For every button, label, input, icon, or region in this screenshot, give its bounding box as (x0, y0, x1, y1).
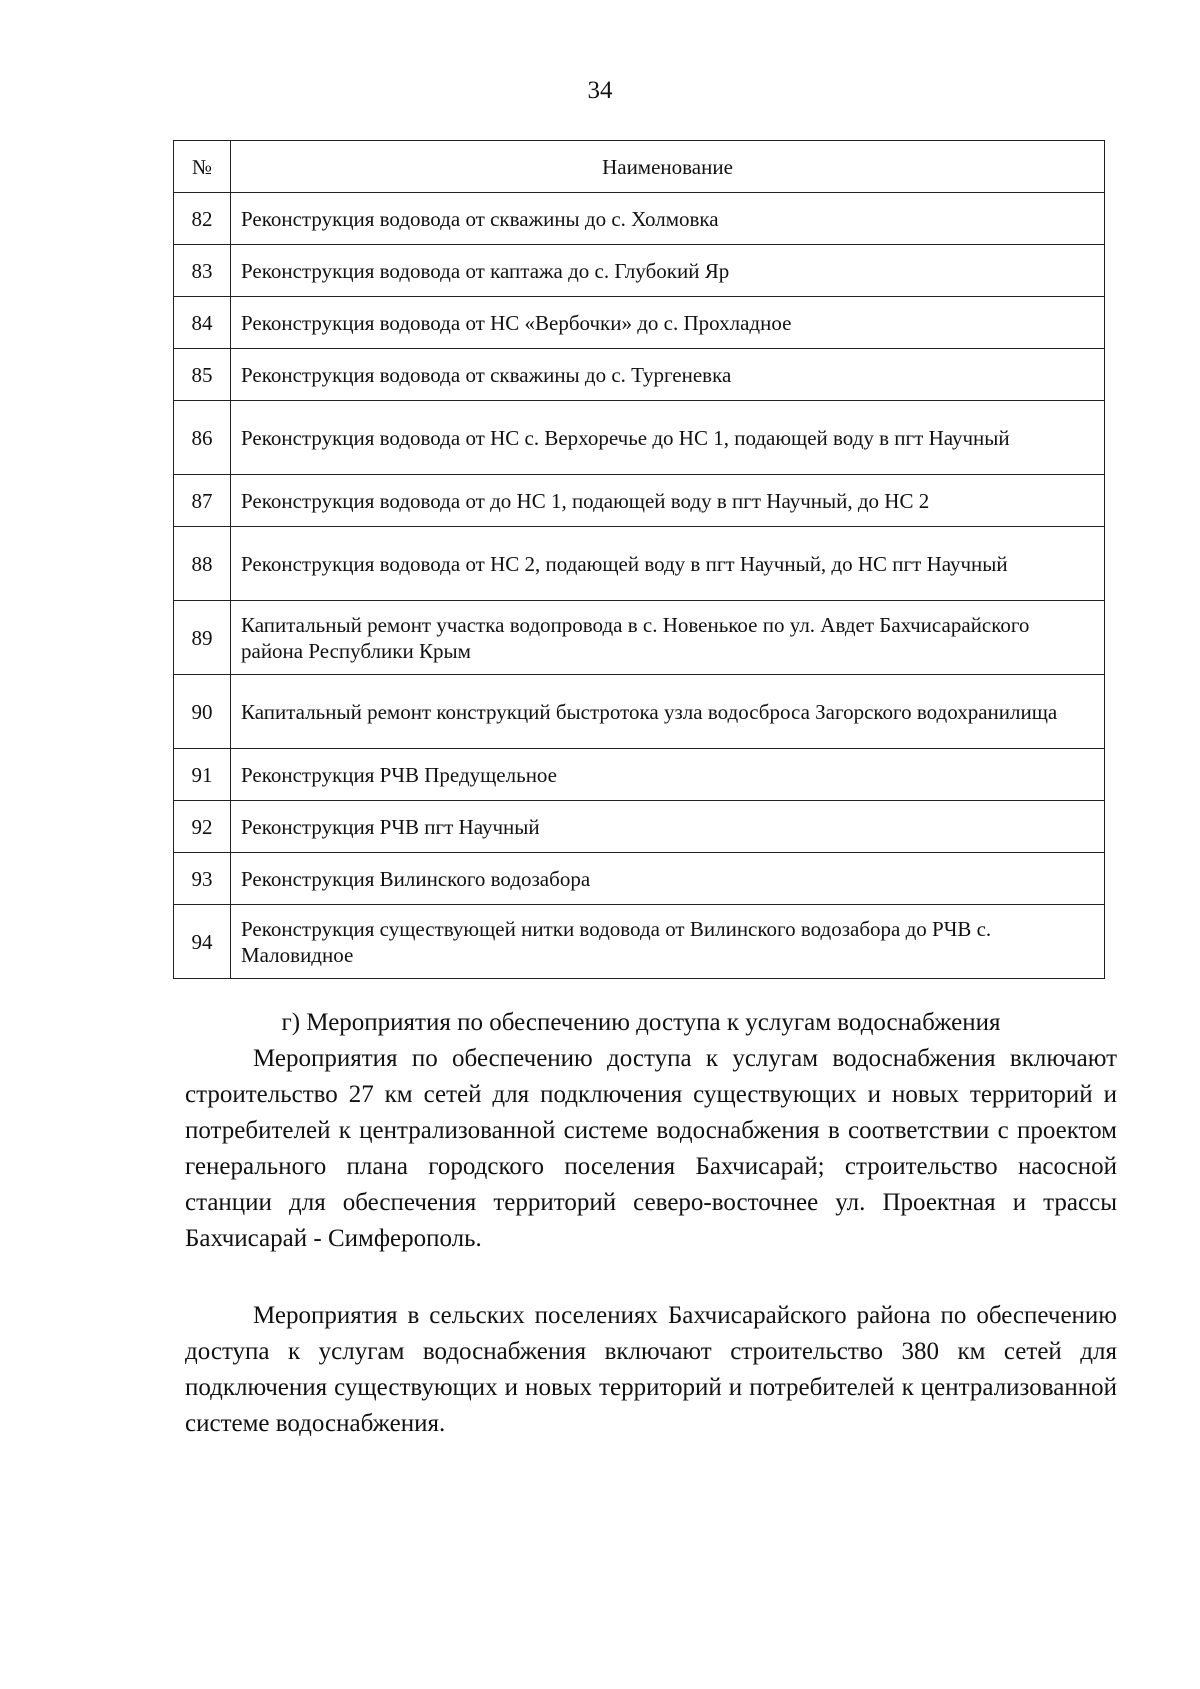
row-number: 85 (174, 349, 231, 401)
table-header-row (174, 141, 1105, 193)
header-number: № (174, 141, 231, 193)
table-row (174, 349, 1105, 401)
row-number: 86 (174, 401, 231, 475)
row-number: 93 (174, 853, 231, 905)
header-name: Наименование (231, 141, 1105, 193)
row-name: Реконструкция водовода от скважины до с. Холмовка (231, 193, 1105, 245)
row-number: 84 (174, 297, 231, 349)
table-row (174, 601, 1105, 675)
section-title: г) Мероприятия по обеспечению доступа к услугам водоснабжения (281, 1009, 1001, 1036)
row-number: 90 (174, 675, 231, 749)
table-row (174, 245, 1105, 297)
row-number: 87 (174, 475, 231, 527)
row-name: Капитальный ремонт участка водопровода в с. Новенькое по ул. Авдет Бахчисарайского района Республики Крым (231, 601, 1105, 675)
row-name: Реконструкция водовода от НС 2, подающей воду в пгт Научный, до НС пгт Научный (231, 527, 1105, 601)
table-row (174, 297, 1105, 349)
row-number: 83 (174, 245, 231, 297)
row-number: 89 (174, 601, 231, 675)
table-row (174, 801, 1105, 853)
table-row (174, 749, 1105, 801)
table-row (174, 853, 1105, 905)
row-name: Реконструкция водовода от НС с. Верхоречье до НС 1, подающей воду в пгт Научный (231, 401, 1105, 475)
row-name: Капитальный ремонт конструкций быстротока узла водосброса Загорского водохранилища (231, 675, 1105, 749)
row-number: 94 (174, 905, 231, 979)
row-number: 92 (174, 801, 231, 853)
row-number: 88 (174, 527, 231, 601)
table-row (174, 475, 1105, 527)
row-name: Реконструкция водовода от НС «Вербочки» до с. Прохладное (231, 297, 1105, 349)
row-name: Реконструкция Вилинского водозабора (231, 853, 1105, 905)
table-row (174, 527, 1105, 601)
row-name: Реконструкция РЧВ пгт Научный (231, 801, 1105, 853)
row-name: Реконструкция РЧВ Предущельное (231, 749, 1105, 801)
section-paragraph: Мероприятия по обеспечению доступа к услугам водоснабжения включают строительство 27 км сетей для подключения существующих и новых территорий и потребителей к централизованной системе водоснабжения в соответствии с проектом генерального плана городского поселения Бахчисарай; строительство насосной станции для обеспечения территорий северо-восточнее ул. Проектная и трассы Бахчисарай - Симферополь. (185, 1045, 1117, 1252)
page-number: 34 (587, 77, 613, 104)
table-row (174, 675, 1105, 749)
row-number: 82 (174, 193, 231, 245)
row-number: 91 (174, 749, 231, 801)
row-name: Реконструкция водовода от скважины до с. Тургеневка (231, 349, 1105, 401)
table-row (174, 193, 1105, 245)
section-paragraph: Мероприятия в сельских поселениях Бахчисарайского района по обеспечению доступа к услугам водоснабжения включают строительство 380 км сетей для подключения существующих и новых территорий и потребителей к централизованной системе водоснабжения. (185, 1302, 1117, 1437)
table-row (174, 905, 1105, 979)
row-name: Реконструкция существующей нитки водовода от Вилинского водозабора до РЧВ с. Маловидное (231, 905, 1105, 979)
row-name: Реконструкция водовода от до НС 1, подающей воду в пгт Научный, до НС 2 (231, 475, 1105, 527)
table-row (174, 401, 1105, 475)
row-name: Реконструкция водовода от каптажа до с. Глубокий Яр (231, 245, 1105, 297)
works-table (173, 140, 1105, 979)
